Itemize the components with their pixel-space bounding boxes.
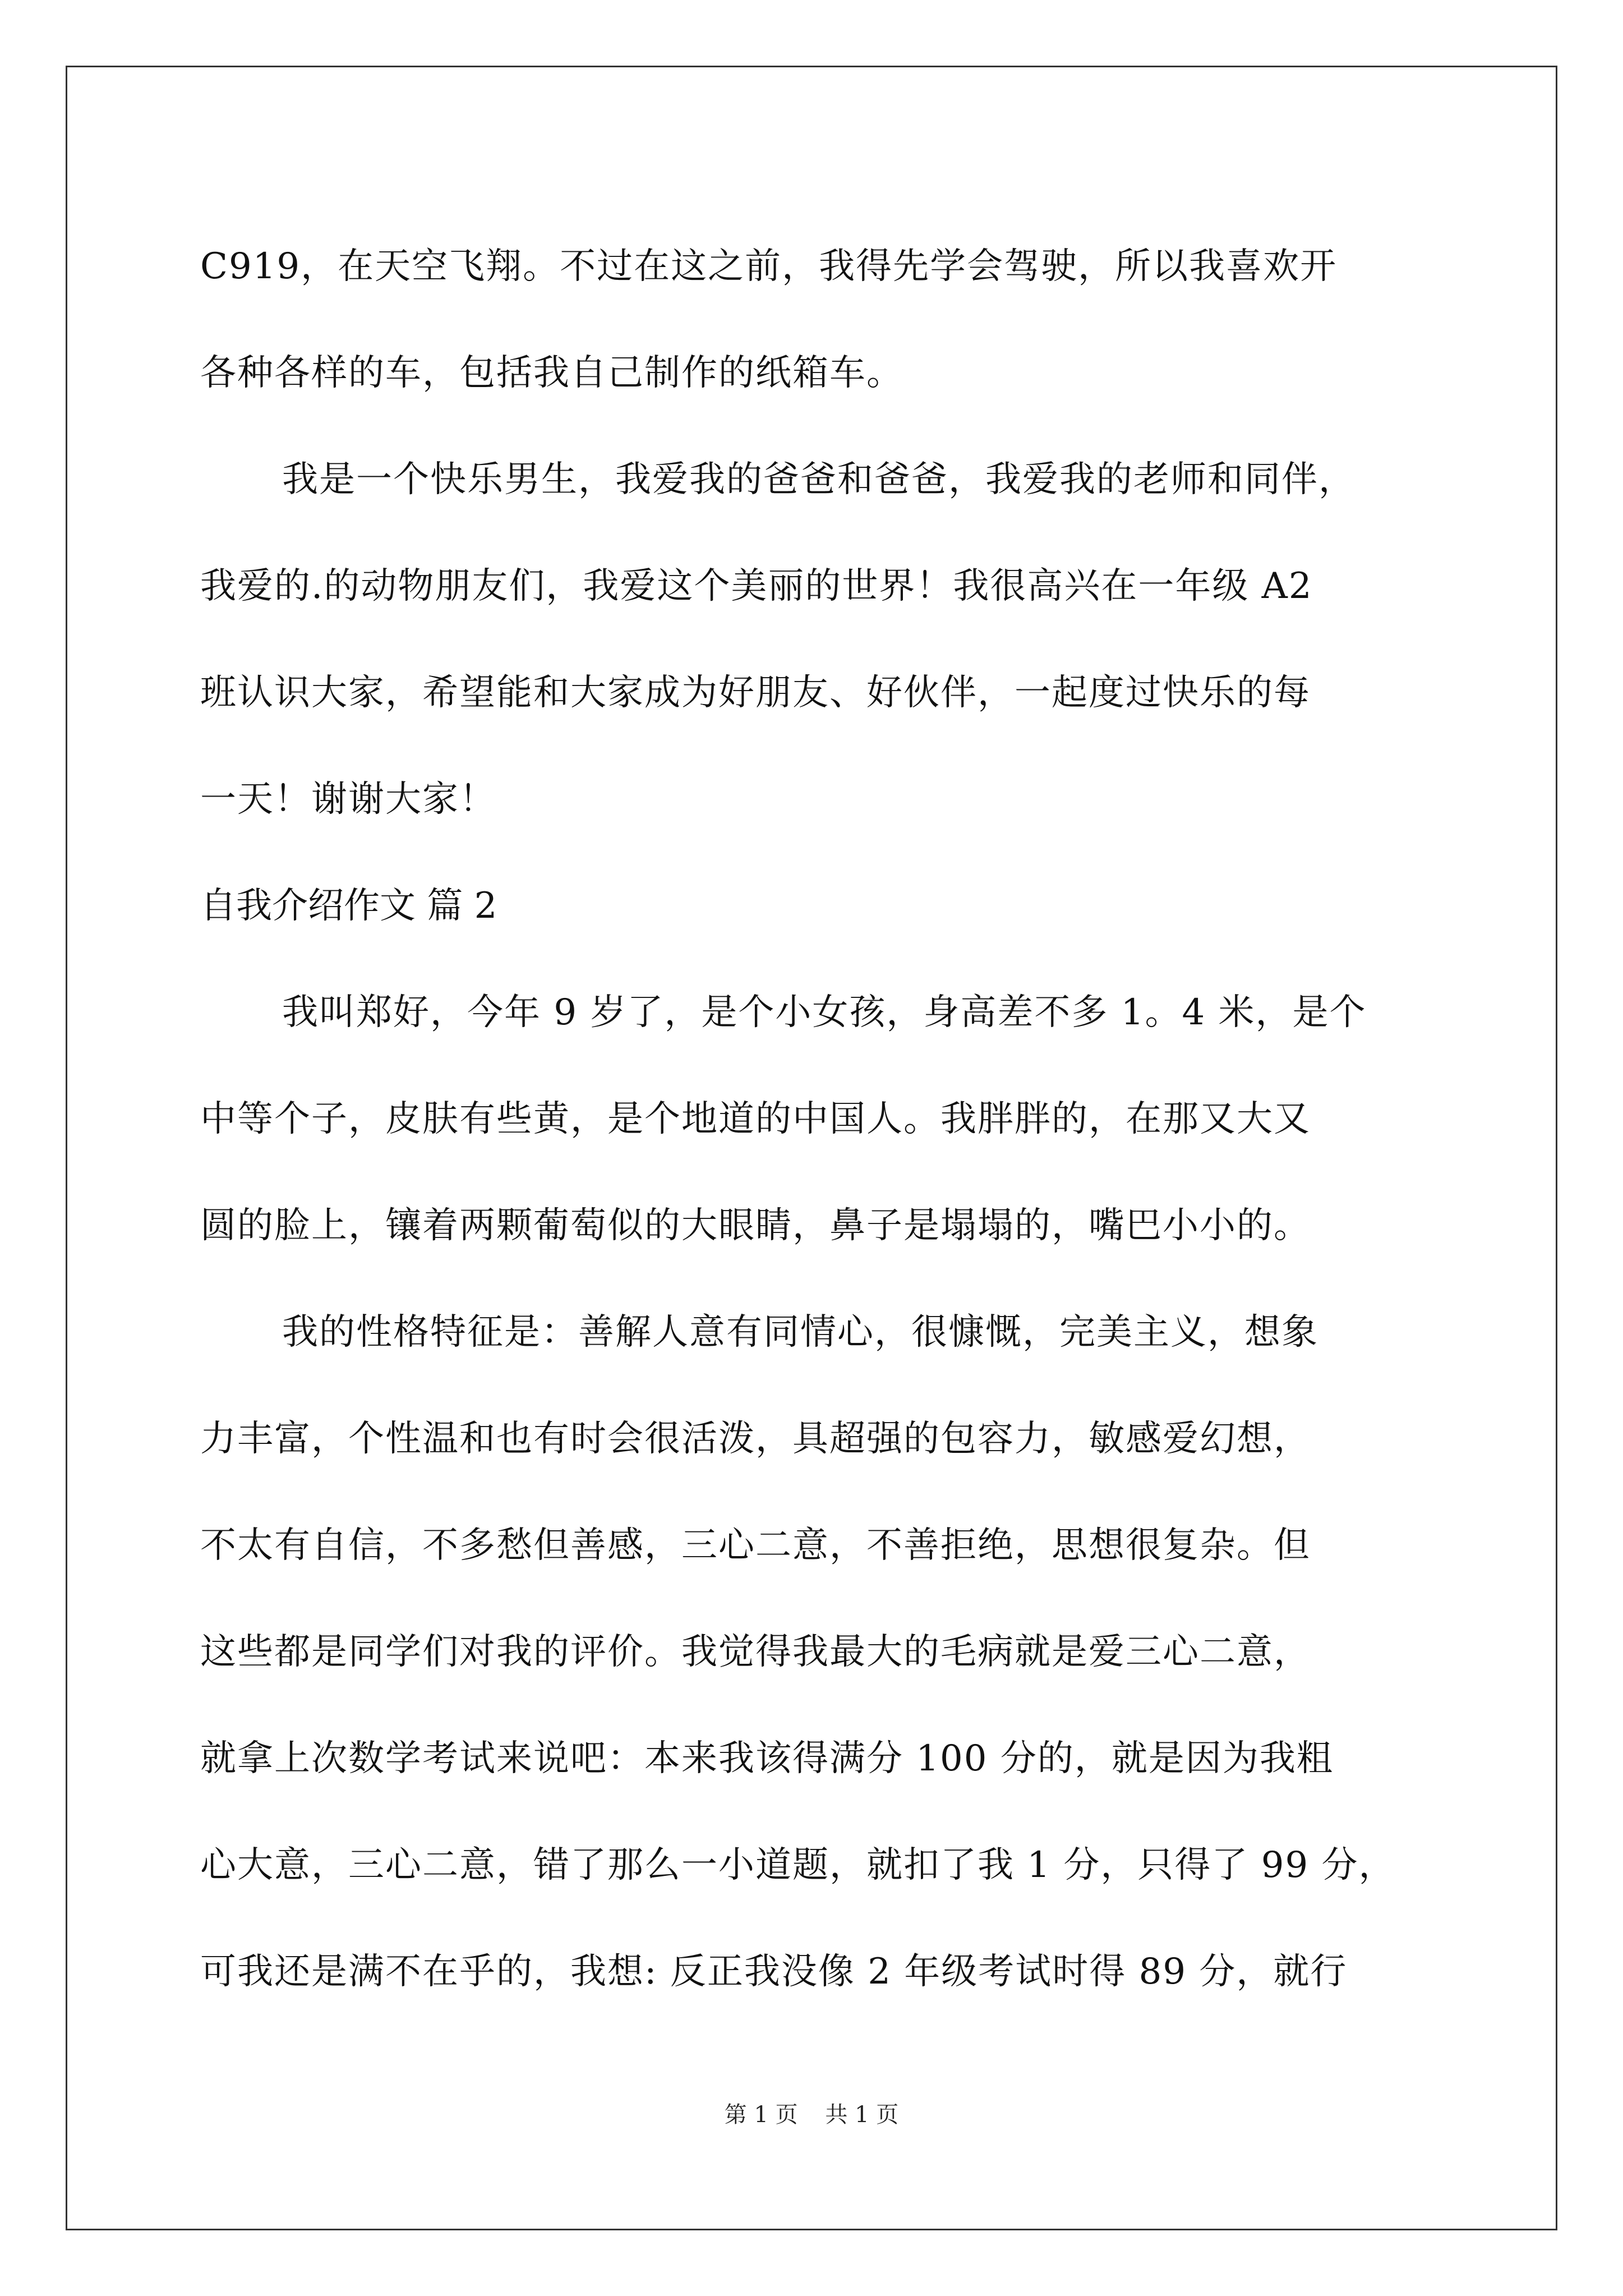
text-line: 我是一个快乐男生，我爱我的爸爸和爸爸，我爱我的老师和同伴， [282, 459, 1355, 500]
text-line: 不太有自信，不多愁但善感，三心二意，不善拒绝，思想很复杂。但 [200, 1525, 1311, 1566]
text-line: 班认识大家，希望能和大家成为好朋友、好伙伴，一起度过快乐的每 [200, 672, 1311, 714]
document-body [200, 213, 1434, 2025]
text-line: 可我还是满不在乎的，我想: 反正我没像 2 年级考试时得 89 分，就行 [200, 1951, 1348, 1993]
text-line: 圆的脸上，镶着两颗葡萄似的大眼睛，鼻子是塌塌的，嘴巴小小的。 [200, 1205, 1311, 1246]
text-line: C919，在天空飞翔。不过在这之前，我得先学会驾驶，所以我喜欢开 [200, 246, 1338, 287]
text-line: 中等个子，皮肤有些黄，是个地道的中国人。我胖胖的，在那又大又 [200, 1098, 1311, 1140]
text-line: 我爱的.的动物朋友们，我爱这个美丽的世界！我很高兴在一年级 A2 [200, 565, 1313, 607]
total-pages: 共 1 页 [825, 2102, 899, 2128]
text-line: 心大意，三心二意，错了那么一小道题，就扣了我 1 分，只得了 99 分， [200, 1844, 1396, 1886]
text-line: 这些都是同学们对我的评价。我觉得我最大的毛病就是爱三心二意， [200, 1631, 1311, 1673]
text-line: 我叫郑好，今年 9 岁了，是个小女孩，身高差不多 1。4 米，是个 [282, 992, 1367, 1033]
section-heading: 自我介绍作文 篇 2 [200, 885, 497, 927]
text-line: 一天！谢谢大家！ [200, 779, 496, 820]
text-line: 我的性格特征是：善解人意有同情心，很慷慨，完美主义，想象 [282, 1312, 1318, 1353]
current-page-number: 第 1 页 [724, 2102, 798, 2128]
text-line: 就拿上次数学考试来说吧：本来我该得满分 100 分的，就是因为我粗 [200, 1738, 1334, 1779]
page-footer [0, 2101, 1623, 2129]
text-line: 各种各样的车，包括我自己制作的纸箱车。 [200, 352, 903, 394]
text-line: 力丰富，个性温和也有时会很活泼，具超强的包容力，敏感爱幻想， [200, 1418, 1311, 1460]
